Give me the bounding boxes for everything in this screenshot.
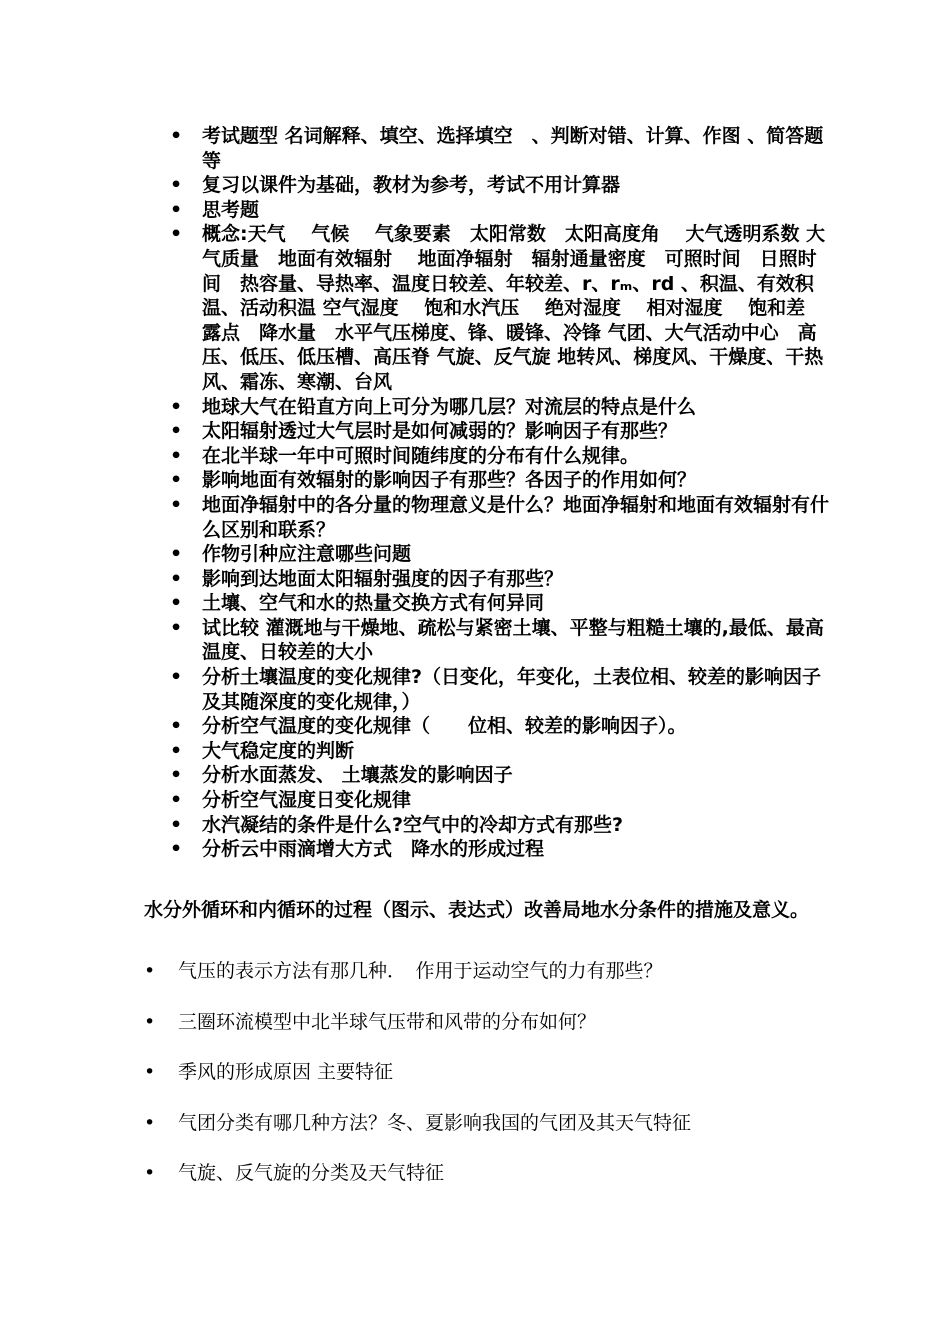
list-item-text: 气压的表示方法有那几种． 作用于运动空气的力有那些？ xyxy=(178,960,663,982)
list-item-text: 分析土壤温度的变化规律?（日变化，年变化，土表位相、较差的影响因子及其随深度的变化规律，） xyxy=(202,666,822,713)
list-item xyxy=(170,542,830,567)
list-item xyxy=(170,493,830,542)
list-item xyxy=(170,567,830,592)
list-item-text: 气旋、反气旋的分类及天气特征 xyxy=(178,1162,445,1184)
list-item xyxy=(170,444,830,469)
list-item xyxy=(144,1160,844,1186)
bullet-icon: • xyxy=(170,469,183,492)
list-item-text: 分析空气温度的变化规律（ 位相、较差的影响因子）。 xyxy=(202,715,687,738)
list-item xyxy=(170,665,830,714)
list-item xyxy=(144,1009,844,1035)
list-item xyxy=(170,837,830,862)
bullet-icon: • xyxy=(144,1162,156,1184)
bullet-icon: • xyxy=(170,813,183,836)
list-item-text: 分析空气湿度日变化规律 xyxy=(202,789,412,812)
list-item xyxy=(170,468,830,493)
list-item-text: 大气稳定度的判断 xyxy=(202,739,355,762)
bullet-icon: • xyxy=(170,444,183,467)
bullet-icon: • xyxy=(170,666,183,689)
list-item xyxy=(170,591,830,616)
list-item-text: 气团分类有哪几种方法？冬、夏影响我国的气团及其天气特征 xyxy=(178,1111,692,1134)
list-item xyxy=(170,616,830,665)
list-item xyxy=(170,395,830,420)
list-item xyxy=(170,813,830,838)
bullet-icon: • xyxy=(170,493,183,516)
list-item xyxy=(170,788,830,813)
bullet-icon: • xyxy=(170,592,183,615)
bullet-icon: • xyxy=(170,789,183,812)
list-item xyxy=(170,419,830,444)
list-item xyxy=(170,198,830,223)
water-cycle-paragraph: 水分外循环和内循环的过程（图示、表达式）改善局地水分条件的措施及意义。 xyxy=(144,899,810,921)
list-item xyxy=(170,222,844,394)
bullet-icon: • xyxy=(144,1061,156,1083)
bullet-icon: • xyxy=(170,616,183,639)
bullet-icon: • xyxy=(170,838,183,861)
list-item-text: 考试题型 名词解释、填空、选择填空 、判断对错、计算、作图 、简答题等 xyxy=(202,125,824,172)
review-question-list xyxy=(170,124,844,862)
list-item-text: 分析云中雨滴增大方式 降水的形成过程 xyxy=(202,838,545,861)
pressure-question-list xyxy=(144,958,844,1211)
list-item-text: 地面净辐射中的各分量的物理意义是什么？地面净辐射和地面有效辐射有什么区别和联系？ xyxy=(202,493,830,541)
list-item-text: 在北半球一年中可照时间随纬度的分布有什么规律。 xyxy=(202,444,640,467)
list-item xyxy=(170,739,830,764)
list-item xyxy=(170,763,830,788)
list-item-text: 影响地面有效辐射的影响因子有那些？各因子的作用如何？ xyxy=(202,469,697,492)
bullet-icon: • xyxy=(170,543,183,566)
bullet-icon: • xyxy=(170,715,183,738)
bullet-icon: • xyxy=(170,198,183,221)
list-item-text: 作物引种应注意哪些问题 xyxy=(202,543,412,566)
bullet-icon: • xyxy=(170,395,183,418)
bullet-icon: • xyxy=(170,764,183,787)
list-item-text: 试比较 灌溉地与干燥地、疏松与紧密土壤、平整与粗糙土壤的,最低、最高温度、日较差的大小 xyxy=(202,616,824,664)
list-item-text: 思考题 xyxy=(202,198,260,221)
list-item-text: 水汽凝结的条件是什么?空气中的冷却方式有那些? xyxy=(202,813,624,836)
list-item-text: 分析水面蒸发、 土壤蒸发的影响因子 xyxy=(202,764,513,787)
bullet-icon: • xyxy=(144,960,156,982)
list-item-text: 土壤、空气和水的热量交换方式有何异同 xyxy=(202,592,545,615)
list-item xyxy=(144,1059,844,1085)
bullet-icon: • xyxy=(170,567,183,590)
bullet-icon: • xyxy=(170,420,183,443)
list-item-text: 太阳辐射透过大气层时是如何减弱的？影响因子有那些？ xyxy=(202,420,678,443)
list-item-text: 影响到达地面太阳辐射强度的因子有那些？ xyxy=(202,567,564,590)
bullet-icon: • xyxy=(170,739,183,762)
bullet-icon: • xyxy=(144,1111,156,1134)
list-item-text: 地球大气在铅直方向上可分为哪几层？对流层的特点是什么 xyxy=(202,395,697,418)
list-item xyxy=(144,958,844,984)
list-item xyxy=(170,173,830,198)
bullet-icon: • xyxy=(170,174,183,197)
bullet-icon: • xyxy=(144,1010,156,1033)
list-item-text: 概念:天气 气候 气象要素 太阳常数 太阳高度角 大气透明系数 大气质量 地面有效辐射 地面净辐射 辐射通量密度 可照时间 日照时间 热容量、导热率、温度日较差、年较差、r、rₘ、rd 、积温、有效积温、活动积温 空气湿度 饱和水汽压 绝对湿度 相对湿度 饱和差 露点 降水量 水平气压梯度、锋、暖锋、冷锋 气团、大气活动中心 高压、低压、低压槽、高压脊 气旋、反气旋 地转风、梯度风、干燥度、干热风、霜冻、寒潮、台风 xyxy=(202,223,844,393)
list-item xyxy=(144,1110,844,1136)
list-item xyxy=(170,714,830,739)
bullet-icon: • xyxy=(170,223,183,246)
bullet-icon: • xyxy=(170,125,183,147)
list-item-text: 季风的形成原因 主要特征 xyxy=(178,1061,394,1083)
list-item-text: 三圈环流模型中北半球气压带和风带的分布如何？ xyxy=(178,1010,597,1033)
list-item xyxy=(170,124,830,173)
list-item-text: 复习以课件为基础，教材为参考，考试不用计算器 xyxy=(202,174,621,197)
